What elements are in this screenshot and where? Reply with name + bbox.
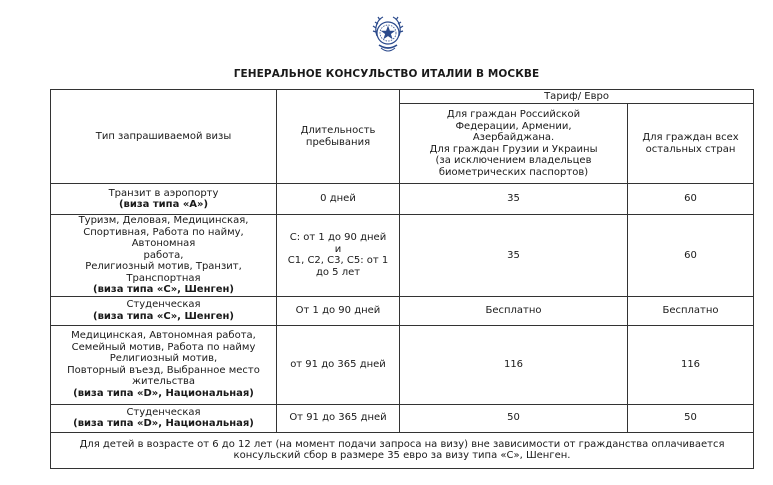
- fee-group-b-cell: Бесплатно: [628, 296, 754, 325]
- duration-cell: От 91 до 365 дней: [277, 404, 400, 432]
- fee-group-a-cell: 50: [400, 404, 628, 432]
- table-footnote-row: [51, 432, 754, 468]
- fee-group-b-cell: 116: [628, 325, 754, 404]
- fee-group-a-cell: Бесплатно: [400, 296, 628, 325]
- fee-group-a-cell: 35: [400, 184, 628, 215]
- visa-type-cell: Студенческая (виза типа «D», Национальная): [51, 404, 277, 432]
- page-title: ГЕНЕРАЛЬНОЕ КОНСУЛЬСТВО ИТАЛИИ В МОСКВЕ: [233, 68, 540, 80]
- header-visa-type: Тип запрашиваемой визы: [51, 90, 277, 184]
- duration-cell: от 91 до 365 дней: [277, 325, 400, 404]
- fee-group-b-cell: 60: [628, 215, 754, 297]
- visa-type-cell: Транзит в аэропорту (виза типа «А»): [51, 184, 277, 215]
- table-row: [51, 296, 754, 325]
- table-header-row: [51, 90, 754, 104]
- header-group-a: Для граждан Российской Федерации, Армении, Азербайджана. Для граждан Грузии и Украины (за исключением владельцев биометрических паспортов): [400, 104, 628, 184]
- header-group-b: Для граждан всех остальных стран: [628, 104, 754, 184]
- footnote: Для детей в возрасте от 6 до 12 лет (на момент подачи запроса на визу) вне зависимости от гражданства оплачивается консульский сбор в размере 35 евро за визу типа «С», Шенген.: [51, 432, 754, 468]
- visa-type-cell: Медицинская, Автономная работа, Семейный мотив, Работа по найму Религиозный мотив, Повторный въезд, Выбранное место жительства (виза типа «D», Национальная): [51, 325, 277, 404]
- fee-group-b-cell: 50: [628, 404, 754, 432]
- table-row: [51, 404, 754, 432]
- header-duration: Длительность пребывания: [277, 90, 400, 184]
- table-row: [51, 325, 754, 404]
- duration-cell: С: от 1 до 90 дней и С1, С2, С3, С5: от 1 до 5 лет: [277, 215, 400, 297]
- table-row: [51, 184, 754, 215]
- visa-type-cell: Студенческая (виза типа «С», Шенген): [51, 296, 277, 325]
- fee-group-a-cell: 116: [400, 325, 628, 404]
- table-row: [51, 215, 754, 297]
- fee-group-a-cell: 35: [400, 215, 628, 297]
- duration-cell: От 1 до 90 дней: [277, 296, 400, 325]
- duration-cell: 0 дней: [277, 184, 400, 215]
- visa-fee-table: [50, 89, 754, 469]
- fee-group-b-cell: 60: [628, 184, 754, 215]
- visa-type-cell: Туризм, Деловая, Медицинская, Спортивная, Работа по найму, Автономная работа, Религиозный мотив, Транзит, Транспортная (виза типа «С», Шенген): [51, 215, 277, 297]
- header-tariff: Тариф/ Евро: [400, 90, 754, 104]
- italian-emblem-icon: [371, 12, 405, 58]
